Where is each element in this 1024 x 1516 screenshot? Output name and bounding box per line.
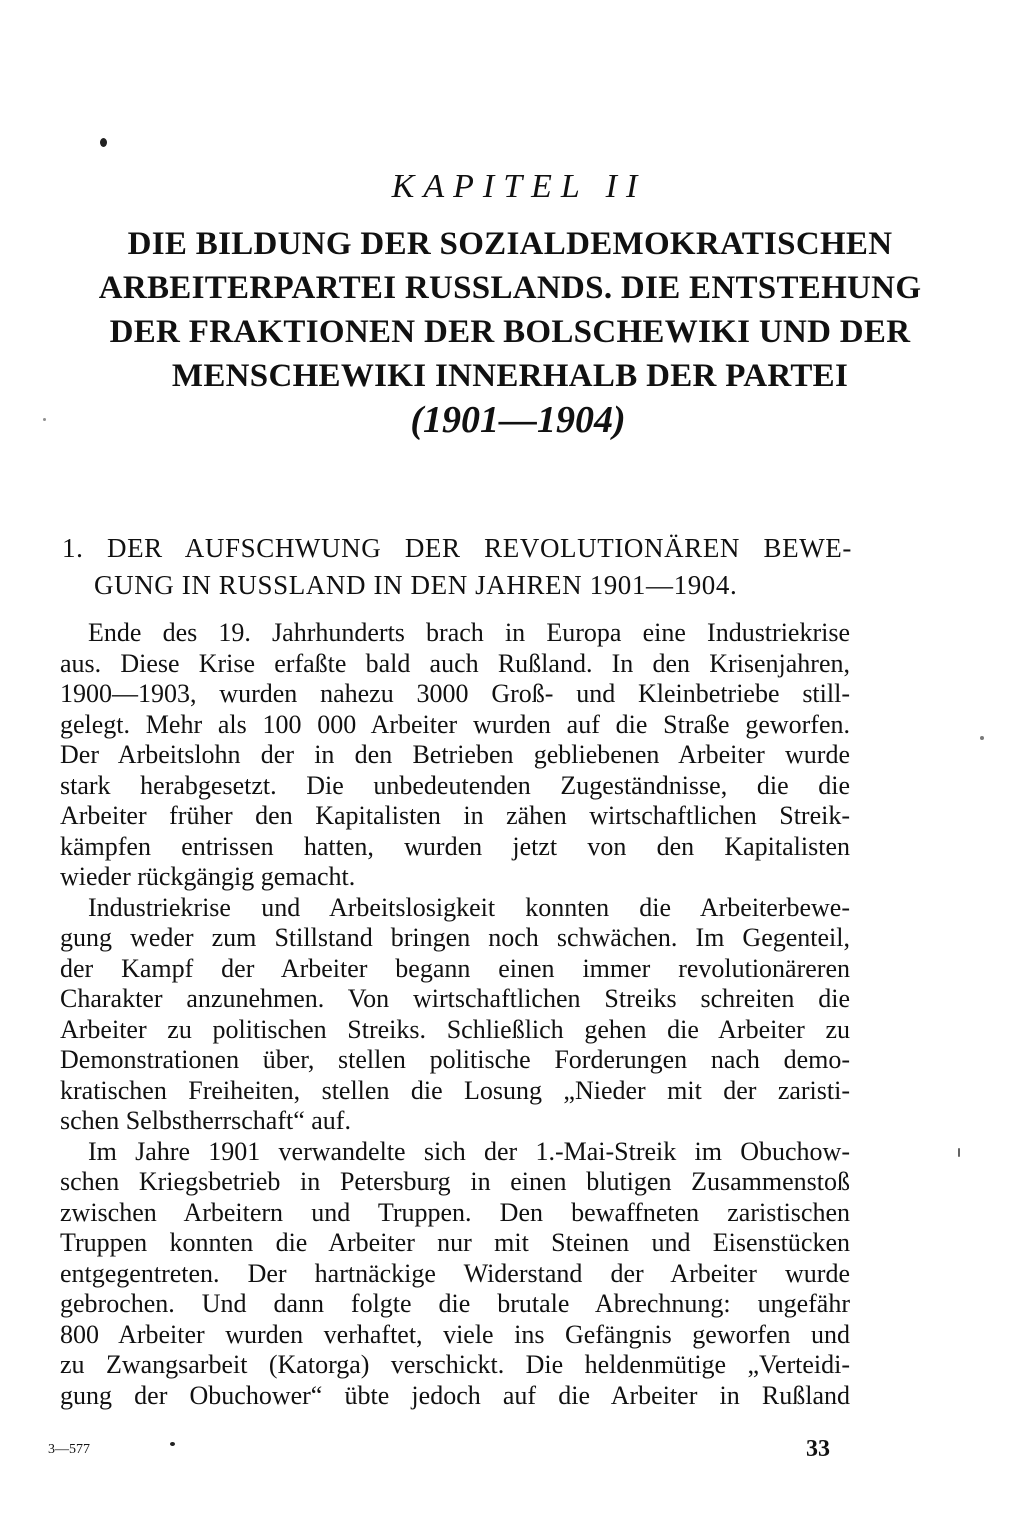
scan-speck (980, 736, 984, 740)
text-line: Demonstrationen über, stellen politische Forderungen nach demo- (60, 1045, 850, 1074)
body-text (60, 618, 850, 1411)
text-line: 800 Arbeiter wurden verhaftet, viele ins Gefängnis geworfen und (60, 1319, 850, 1349)
chapter-title (80, 222, 940, 398)
text-line: Charakter anzunehmen. Von wirtschaftlichen Streiks schreiten die (60, 984, 850, 1013)
text-line: stark herabgesetzt. Die unbedeutenden Zugeständnisse, die die (60, 770, 850, 800)
text-line: gelegt. Mehr als 100 000 Arbeiter wurden auf die Straße geworfen. (60, 709, 850, 739)
section-heading (62, 530, 852, 604)
text-line: Industriekrise und Arbeitslosigkeit konnten die Arbeiterbewe- (88, 892, 850, 922)
scan-speck (100, 138, 107, 147)
chapter-years: (1901—1904) (410, 399, 626, 441)
text-line: Ende des 19. Jahrhunderts brach in Europa eine Industriekrise (88, 618, 850, 647)
chapter-title-line: DER FRAKTIONEN DER BOLSCHEWIKI UND DER (109, 314, 911, 350)
text-line: gung weder zum Stillstand bringen noch schwächen. Im Gegenteil, (60, 923, 850, 952)
text-line: Der Arbeitslohn der in den Betrieben gebliebenen Arbeiter wurde (60, 740, 850, 769)
paragraph (60, 1137, 850, 1412)
chapter-title-line: DIE BILDUNG DER SOZIALDEMOKRATISCHEN (127, 226, 893, 262)
text-line: Im Jahre 1901 verwandelte sich der 1.-Mai-Streik im Obuchow- (88, 1136, 850, 1166)
text-line: 1900—1903, wurden nahezu 3000 Groß- und Kleinbetriebe still- (60, 679, 850, 708)
text-line: entgegentreten. Der hartnäckige Widerstand der Arbeiter wurde (60, 1258, 850, 1288)
text-line: schen Kriegsbetrieb in Petersburg in einen blutigen Zusammenstoß (60, 1167, 850, 1196)
text-line: aus. Diese Krise erfaßte bald auch Rußland. In den Krisenjahren, (60, 648, 850, 678)
text-line: gebrochen. Und dann folgte die brutale Abrechnung: ungefähr (60, 1289, 850, 1318)
scan-speck (43, 418, 46, 421)
text-line: kratischen Freiheiten, stellen die Losung „Nieder mit der zaristi- (60, 1075, 850, 1105)
printer-signature: 3—577 (48, 1442, 90, 1457)
text-line: gung der Obuchower“ übte jedoch auf die Arbeiter in Rußland (60, 1380, 850, 1410)
section-heading-line: 1. DER AUFSCHWUNG DER REVOLUTIONÄREN BEWE- (62, 533, 852, 563)
text-line: zwischen Arbeitern und Truppen. Den bewaffneten zaristischen (60, 1197, 850, 1227)
paragraph (60, 893, 850, 1137)
paragraph (60, 618, 850, 893)
chapter-label: KAPITEL II (391, 168, 647, 205)
text-line: kämpfen entrissen hatten, wurden jetzt von den Kapitalisten (60, 831, 850, 861)
scan-speck (170, 1442, 175, 1446)
chapter-title-line: MENSCHEWIKI INNERHALB DER PARTEI (171, 358, 849, 394)
text-line: Truppen konnten die Arbeiter nur mit Steinen und Eisenstücken (60, 1228, 850, 1257)
section-heading-line: GUNG IN RUSSLAND IN DEN JAHREN 1901—1904. (94, 570, 738, 600)
text-line: zu Zwangsarbeit (Katorga) verschickt. Die heldenmütige „Verteidi- (60, 1350, 850, 1379)
chapter-title-line: ARBEITERPARTEI RUSSLANDS. DIE ENTSTEHUNG (98, 270, 922, 306)
scan-speck (958, 1148, 960, 1157)
text-line: schen Selbstherrschaft“ auf. (60, 1106, 351, 1135)
text-line: Arbeiter zu politischen Streiks. Schließlich gehen die Arbeiter zu (60, 1014, 850, 1044)
text-line: wieder rückgängig gemacht. (60, 862, 356, 891)
page-number: 33 (806, 1436, 830, 1462)
text-line: der Kampf der Arbeiter begann einen immer revolutionäreren (60, 953, 850, 983)
text-line: Arbeiter früher den Kapitalisten in zähen wirtschaftlichen Streik- (60, 801, 850, 830)
